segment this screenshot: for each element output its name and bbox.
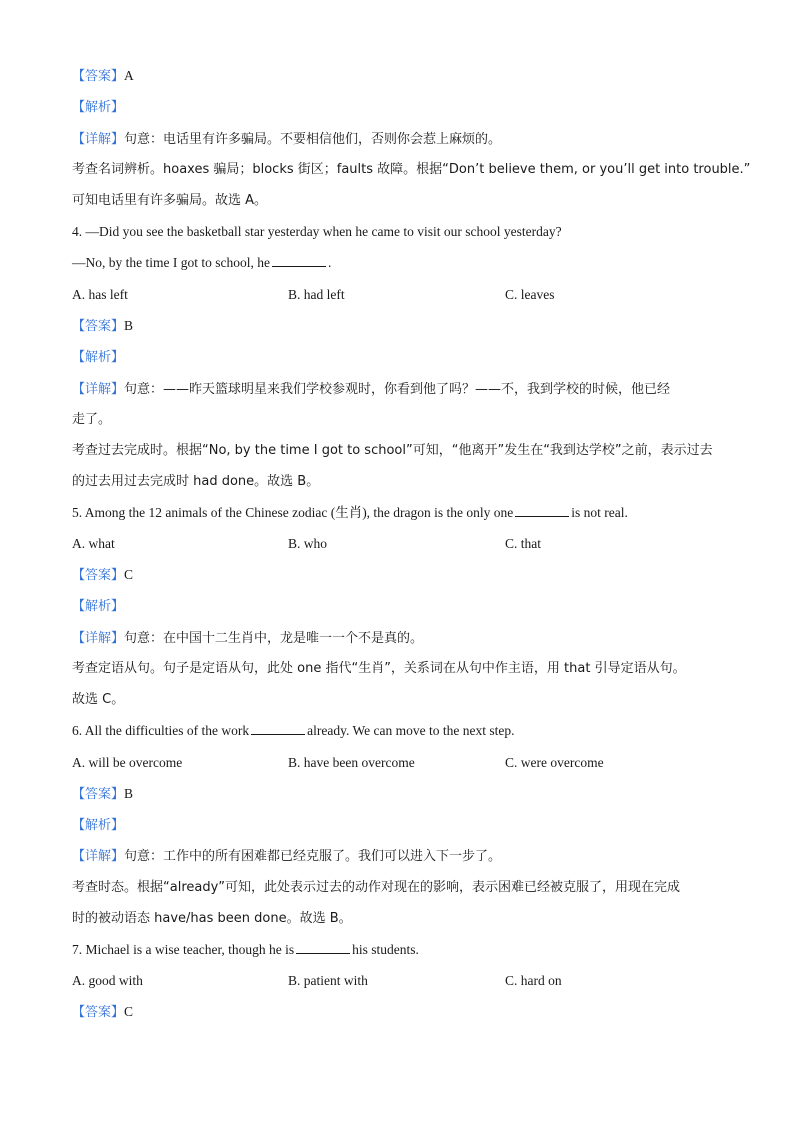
q3-answer-line	[72, 67, 134, 86]
q4-detail-2: 走了。	[72, 412, 112, 427]
q4-stem-post: .	[327, 255, 332, 270]
q4-option-b: B. had left	[288, 287, 345, 302]
q5-stem-post: is not real.	[571, 505, 628, 520]
q6-explain-1: 考查时态。根据“already”可知，此处表示过去的动作对现在的影响，表示困难已经被克服了，用现在完成	[72, 880, 681, 895]
q5-option-b: B. who	[288, 536, 328, 551]
q7-stem	[72, 941, 419, 959]
analysis-label: 【解析】	[72, 350, 125, 365]
detail-label: 【详解】	[72, 849, 125, 864]
q6-stem	[72, 722, 514, 740]
q4-explain-2: 的过去用过去完成时 had done。故选 B。	[72, 474, 320, 489]
q4-answer: B	[124, 318, 134, 333]
q5-answer: C	[124, 567, 134, 582]
q7-option-b: B. patient with	[288, 973, 368, 988]
q5-explain-2: 故选 C。	[72, 692, 125, 707]
q4-option-c: C. leaves	[505, 287, 555, 302]
q6-answer: B	[124, 786, 134, 801]
q5-stem-pre: 5. Among the 12 animals of the Chinese zodiac (生肖), the dragon is the only one	[72, 505, 514, 520]
q5-detail-line	[72, 629, 423, 648]
q3-answer: A	[124, 68, 134, 83]
q5-answer-line	[72, 566, 133, 585]
q4-analysis-line	[72, 348, 124, 367]
q6-option-c: C. were overcome	[505, 755, 604, 770]
q4-stem-2	[72, 254, 331, 272]
q5-option-a: A. what	[72, 536, 115, 551]
q5-explain-1: 考查定语从句。句子是定语从句，此处 one 指代“生肖”，关系词在从句中作主语，用 that 引导定语从句。	[72, 661, 686, 676]
q6-explain-2: 时的被动语态 have/has been done。故选 B。	[72, 911, 352, 926]
answer-label: 【答案】	[72, 568, 125, 583]
answer-label: 【答案】	[72, 1005, 125, 1020]
q4-detail-1: 句意：——昨天篮球明星来我们学校参观时，你看到他了吗？——不，我到学校的时候，他已经	[124, 382, 671, 397]
detail-label: 【详解】	[72, 132, 125, 147]
q6-option-b: B. have been overcome	[288, 755, 415, 770]
q3-explain-2: 可知电话里有许多骗局。故选 A。	[72, 193, 268, 208]
detail-label: 【详解】	[72, 382, 125, 397]
answer-label: 【答案】	[72, 787, 125, 802]
analysis-label: 【解析】	[72, 818, 125, 833]
q5-stem	[72, 504, 628, 522]
q7-option-c: C. hard on	[505, 973, 562, 988]
q6-blank	[251, 722, 305, 735]
q7-answer-line	[72, 1003, 133, 1022]
answer-label: 【答案】	[72, 69, 125, 84]
q6-analysis-line	[72, 816, 124, 835]
q4-detail-line-1	[72, 380, 670, 399]
analysis-label: 【解析】	[72, 100, 125, 115]
q3-analysis-line	[72, 98, 124, 117]
q4-stem-1: 4. —Did you see the basketball star yesterday when he came to visit our school yesterday?	[72, 224, 562, 239]
q6-option-a: A. will be overcome	[72, 755, 183, 770]
q6-stem-pre: 6. All the difficulties of the work	[72, 723, 250, 738]
q5-blank	[515, 504, 569, 517]
q3-detail: 句意：电话里有许多骗局。不要相信他们，否则你会惹上麻烦的。	[124, 132, 502, 147]
q5-detail: 句意：在中国十二生肖中，龙是唯一一个不是真的。	[124, 631, 424, 646]
q4-option-a: A. has left	[72, 287, 128, 302]
q7-blank	[296, 941, 350, 954]
detail-label: 【详解】	[72, 631, 125, 646]
q6-detail: 句意：工作中的所有困难都已经克服了。我们可以进入下一步了。	[124, 849, 502, 864]
q7-answer: C	[124, 1004, 134, 1019]
q4-explain-1: 考查过去完成时。根据“No, by the time I got to school”可知，“他离开”发生在“我到达学校”之前，表示过去	[72, 443, 713, 458]
q5-option-c: C. that	[505, 536, 541, 551]
q4-answer-line	[72, 317, 133, 336]
q4-blank	[272, 254, 326, 267]
q6-detail-line	[72, 847, 501, 866]
analysis-label: 【解析】	[72, 599, 125, 614]
q4-stem-pre: —No, by the time I got to school, he	[72, 255, 270, 270]
q7-option-a: A. good with	[72, 973, 143, 988]
q3-explain-1: 考查名词辨析。hoaxes 骗局；blocks 街区；faults 故障。根据“Don’t believe them, or you’ll get into trouble.”	[72, 162, 751, 177]
q7-stem-pre: 7. Michael is a wise teacher, though he is	[72, 942, 295, 957]
answer-label: 【答案】	[72, 319, 125, 334]
q3-detail-line	[72, 130, 501, 149]
q7-stem-post: his students.	[352, 942, 419, 957]
q6-answer-line	[72, 785, 133, 804]
q5-analysis-line	[72, 597, 124, 616]
q6-stem-post: already. We can move to the next step.	[307, 723, 515, 738]
